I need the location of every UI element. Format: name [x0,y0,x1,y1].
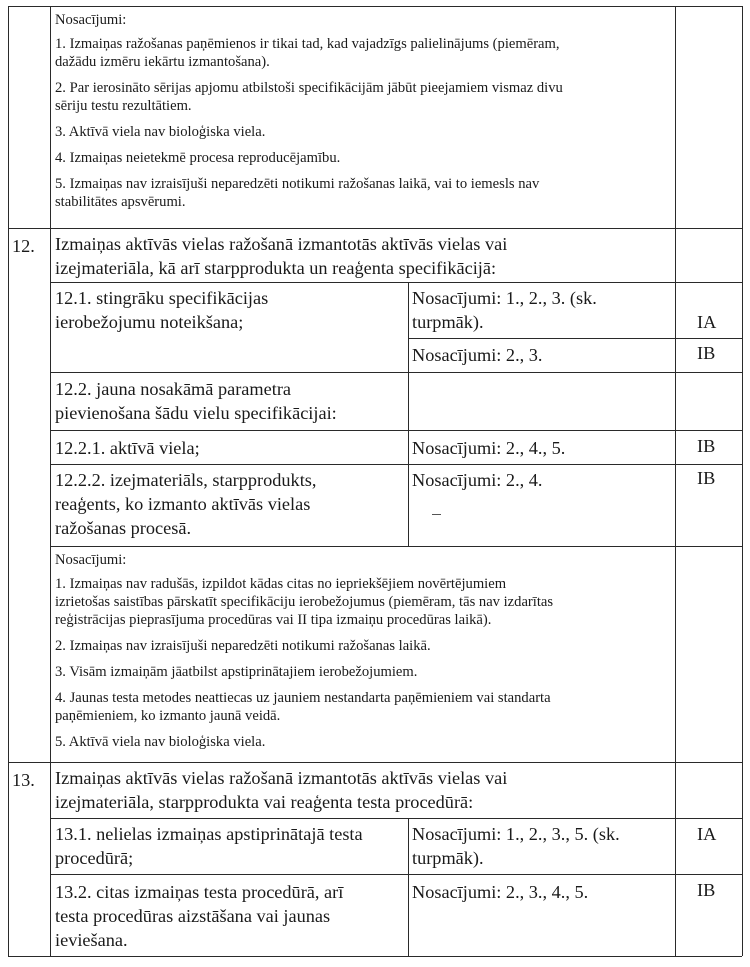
row-13-2-condition: Nosacījumi: 2., 3., 4., 5. [412,882,589,902]
row-12-1-condition-line-2: turpmāk). [412,312,484,332]
item-12-title-line-1: Izmaiņas aktīvās vielas ražošanā izmantotās aktīvās vielas vai [55,234,508,254]
block1-condition-4: 4. Izmaiņas neietekmē procesa reproducējamību. [55,150,341,166]
table-border-right [742,6,743,956]
row-13-2-type-badge: IB [697,880,716,900]
row-12-1b-type-badge: IB [697,343,716,363]
row-12-1-top-border [50,282,742,283]
item-12-condition-2: 2. Izmaiņas nav izraisījuši neparedzēti notikumi ražošanas laikā. [55,638,431,654]
row-12-1-condition-line-1: Nosacījumi: 1., 2., 3. (sk. [412,288,597,308]
row-13-condition-column-divider [408,818,409,956]
row-13-1-label-line-1: 13.1. nelielas izmaiņas apstiprinātajā testa [55,824,363,844]
block1-condition-2-line-1: 2. Par ierosināto sērijas apjomu atbilstoši specifikācijām jābūt pieejamiem vismaz divu [55,80,563,96]
row-13-1-condition-line-1: Nosacījumi: 1., 2., 3., 5. (sk. [412,824,620,844]
row-12-2-2-condition: Nosacījumi: 2., 4. [412,470,543,490]
item-12-conditions-heading: Nosacījumi: [55,552,127,568]
row-13-2-label-line-2: testa procedūras aizstāšana vai jaunas [55,906,331,926]
row-12-condition-column-divider [408,282,409,546]
row-12-2-1-label: 12.2.1. aktīvā viela; [55,438,200,458]
row-12-1-split-border [408,338,742,339]
row-13-1-condition-line-2: turpmāk). [412,848,484,868]
item-12-condition-4-line-1: 4. Jaunas testa metodes neattiecas uz jauniem nestandarta paņēmieniem vai standarta [55,690,551,706]
row-13-top-border [8,762,742,763]
row-12-conditions-top-border [50,546,742,547]
row-13-1-type-badge: IA [697,824,717,844]
table-border-left [8,6,9,956]
row-13-2-label-line-3: ieviešana. [55,930,128,950]
block1-conditions-heading: Nosacījumi: [55,12,127,28]
row-12-1b-condition: Nosacījumi: 2., 3. [412,345,543,365]
block1-condition-1-line-1: 1. Izmaiņas ražošanas paņēmienos ir tikai tad, kad vajadzīgs palielinājums (piemēram, [55,36,560,52]
row-12-2-2-label-line-2: reaģents, ko izmanto aktīvās vielas [55,494,311,514]
scan-mark [432,514,441,515]
table-border-bottom [8,956,742,957]
item-12-title-line-2: izejmateriāla, kā arī starpprodukta un reaģenta specifikācijā: [55,258,497,278]
row-12-2-2-type-badge: IB [697,468,716,488]
row-12-2-label-line-1: 12.2. jauna nosakāmā parametra [55,379,292,399]
row-12-2-2-label-line-3: ražošanas procesā. [55,518,192,538]
item-13-title-line-1: Izmaiņas aktīvās vielas ražošanā izmantotās aktīvās vielas vai [55,768,508,788]
row-12-1-label-line-1: 12.1. stingrāku specifikācijas [55,288,269,308]
type-column-divider [675,6,676,956]
item-12-number: 12. [12,236,35,256]
row-12-2-label-line-2: pievienošana šādu vielu specifikācijai: [55,403,337,423]
row-12-1-label-line-2: ierobežojumu noteikšana; [55,312,244,332]
item-12-condition-1-line-2: izrietošas saistības pārskatīt specifikāciju ierobežojumus (piemēram, tās nav izdarītas [55,594,554,610]
row-12-2-1-type-badge: IB [697,436,716,456]
row-12-2-2-label-line-1: 12.2.2. izejmateriāls, starpprodukts, [55,470,317,490]
row-12-top-border [8,228,742,229]
row-13-2-label-line-1: 13.2. citas izmaiņas testa procedūrā, arī [55,882,344,902]
row-13-1-label-line-2: procedūrā; [55,848,134,868]
block1-condition-3: 3. Aktīvā viela nav bioloģiska viela. [55,124,266,140]
number-column-divider [50,6,51,956]
block1-condition-5-line-2: stabilitātes apsvērumi. [55,194,186,210]
row-12-2-1-condition: Nosacījumi: 2., 4., 5. [412,438,566,458]
item-12-condition-4-line-2: paņēmieniem, ko izmanto jaunā veidā. [55,708,281,724]
block1-condition-2-line-2: sēriju testu rezultātiem. [55,98,192,114]
item-12-condition-5: 5. Aktīvā viela nav bioloģiska viela. [55,734,266,750]
item-13-number: 13. [12,770,35,790]
block1-condition-1-line-2: dažādu izmēru iekārtu izmantošana). [55,54,270,70]
row-12-2-top-border [50,372,742,373]
row-12-1-type-badge: IA [697,312,717,332]
row-13-2-top-border [50,874,742,875]
row-13-1-top-border [50,818,742,819]
table-border-top [8,6,742,7]
row-12-2-1-top-border [50,430,742,431]
block1-condition-5-line-1: 5. Izmaiņas nav izraisījuši neparedzēti notikumi ražošanas laikā, vai to iemesls nav [55,176,540,192]
row-12-2-2-top-border [50,464,742,465]
item-12-condition-3: 3. Visām izmaiņām jāatbilst apstiprinātajiem ierobežojumiem. [55,664,418,680]
item-12-condition-1-line-1: 1. Izmaiņas nav radušās, izpildot kādas citas no iepriekšējiem novērtējumiem [55,576,507,592]
item-12-condition-1-line-3: reģistrācijas pieprasījuma procedūras vai II tipa izmaiņu procedūras laikā). [55,612,492,628]
item-13-title-line-2: izejmateriāla, starpprodukta vai reaģenta testa procedūrā: [55,792,474,812]
